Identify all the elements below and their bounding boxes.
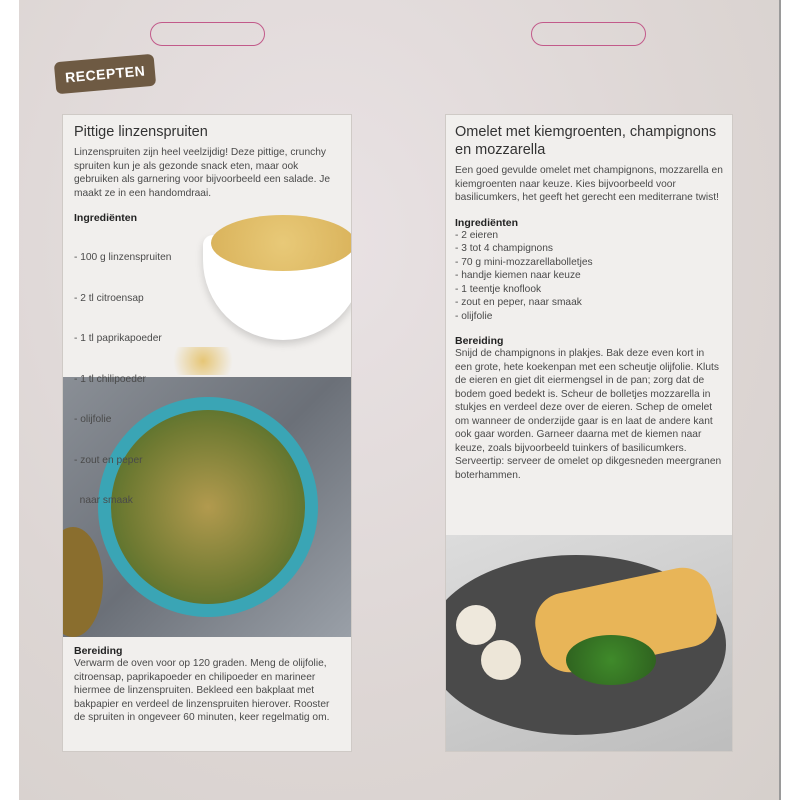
ingredient: - 70 g mini-mozzarellabolletjes: [455, 256, 593, 268]
recipe-intro: Linzenspruiten zijn heel veelzijdig! Deze pittige, crunchy spruiten kun je als gezonde snack eten, maar ook gebruiken als garnering voor bijvoorbeeld een salade. Je maakt ze in een handomdraai.: [74, 147, 330, 199]
ingredient: - olijfolie: [74, 414, 112, 425]
recipe-intro: Een goed gevulde omelet met champignons, mozzarella en kiemgroenten naar keuze. Kies bijvoorbeeld voor basilicumkers, het geeft het gerecht een mediterrane twist!: [455, 165, 723, 203]
ingredient: - zout en peper, naar smaak: [455, 297, 582, 308]
recipe-title: Omelet met kiemgroenten, champignons en mozzarella: [455, 124, 717, 158]
method-section: [74, 645, 343, 725]
recipe-text: [446, 115, 732, 482]
ingredient: - 2 eieren: [455, 229, 499, 241]
ingredient: - 100 g linzenspruiten: [74, 252, 172, 263]
ingredient: - 3 tot 4 champignons: [455, 243, 553, 254]
ingredient: - 1 teentje knoflook: [455, 283, 542, 295]
method-text: Snijd de champignons in plakjes. Bak deze even kort in een grote, hete koekenpan met een scheutje olijfolie. Kluts de eieren en giet dit eiermengsel in de pan; zorg dat de bodem goed bedekt is. Scheur de bolletjes mozzarella in stukjes en verdeel deze over de eieren. Schep de omelet om wanneer de onderzijde gaar is en laat de andere kant ook gaar worden. Garneer daarna met de kiemen naar keuze, zoals bijvoorbeeld tuinkers of basilicumkers.: [455, 348, 719, 454]
ingredients-list: [74, 224, 340, 535]
serving-tip: Serveertip: serveer de omelet op dikgesneden meergranen boterhammen.: [455, 456, 722, 481]
ingredient: - zout en peper: [74, 454, 143, 466]
omelet-photo: [446, 535, 732, 752]
decorative-pill: [150, 22, 265, 46]
recipe-text: [63, 115, 351, 535]
method-text: Verwarm de oven voor op 120 graden. Meng de olijfolie, citroensap, paprikapoeder en chilipoeder en marineer hiermee de linzenspruiten. Bekleed een bakplaat met bakpapier en verdeel de linzenspruiten hierover. Rooster de spruiten in ongeveer 60 minuten, keer regelmatig om.: [74, 658, 330, 723]
section-tag: RECEPTEN: [54, 54, 157, 95]
ingredients-heading: Ingrediënten: [74, 212, 138, 224]
ingredients-heading: Ingrediënten: [455, 216, 519, 229]
ingredients-list: [455, 229, 723, 324]
ingredient: - handje kiemen naar keuze: [455, 270, 581, 281]
decorative-pill: [531, 22, 646, 46]
recipe-card-omelet: [445, 114, 733, 752]
method-heading: Bereiding: [74, 645, 123, 657]
method-heading: Bereiding: [455, 335, 504, 347]
ingredient: - 1 tl paprikapoeder: [74, 333, 162, 344]
ingredient: naar smaak: [74, 495, 133, 506]
ingredient: - olijfolie: [455, 310, 493, 322]
ingredient: - 1 tl chilipoeder: [74, 373, 146, 385]
recipe-title: Pittige linzenspruiten: [74, 124, 208, 140]
ingredient: - 2 tl citroensap: [74, 292, 144, 304]
recipe-card-lentil: [62, 114, 352, 752]
